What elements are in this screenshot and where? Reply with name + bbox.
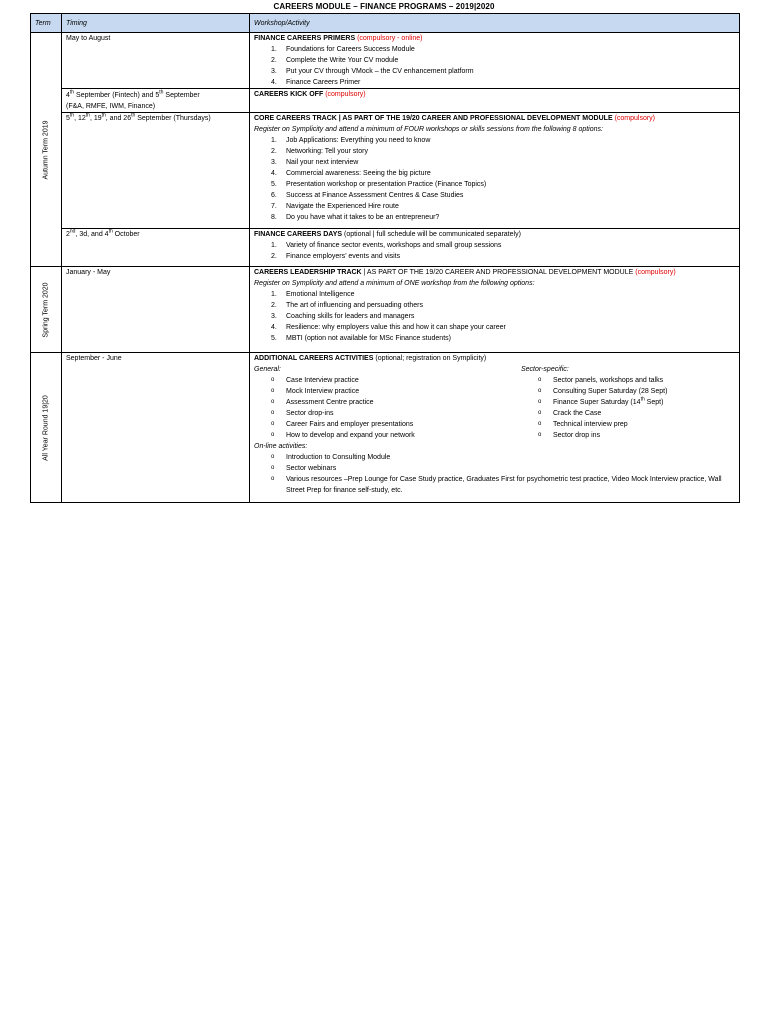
numbered-list xyxy=(254,289,735,344)
list-item: o Sector drop-ins xyxy=(271,410,334,417)
list-item: 1. Variety of finance sector events, workshops and small group sessions xyxy=(271,242,502,249)
timing-cell: 4th September (Fintech) and 5th September (F&A, RMFE, IWM, Finance) xyxy=(62,89,250,113)
list-item: o Case Interview practice xyxy=(271,377,359,384)
section-note: (compulsory - online) xyxy=(357,35,423,42)
header-term: Term xyxy=(31,14,62,33)
header-timing: Timing xyxy=(62,14,250,33)
term-label-allyear: All Year Round 19|20 xyxy=(42,394,50,461)
list-item: 2. Finance employers’ events and visits xyxy=(271,253,401,260)
workshop-cell xyxy=(250,267,740,353)
list-item: o Crack the Case xyxy=(538,410,602,417)
list-item: 5. Presentation workshop or presentation Practice (Finance Topics) xyxy=(271,181,487,188)
list-item: o Various resources –Prep Lounge for Case Study practice, Graduates First for psychometric test practice, Video Mock Interview practice, Wall Street Prep for finance self-study, etc. xyxy=(271,476,722,494)
term-cell-spring xyxy=(31,267,62,353)
schedule-table xyxy=(30,13,740,503)
section-intro: Register on Symplicity and attend a minimum of FOUR workshops or skills sessions from the following 8 options: xyxy=(254,126,603,133)
term-label-autumn: Autumn Term 2019 xyxy=(42,119,50,180)
timing-cell: 5th, 12th, 19th, and 26th September (Thursdays) xyxy=(62,113,250,229)
document-title: CAREERS MODULE – FINANCE PROGRAMS – 2019|2020 xyxy=(273,2,495,11)
section-heading: ADDITIONAL CAREERS ACTIVITIES xyxy=(254,355,374,362)
list-item: o Sector panels, workshops and talks xyxy=(538,377,664,384)
list-item: 4. Commercial awareness: Seeing the big picture xyxy=(271,170,431,177)
table-row xyxy=(31,33,740,89)
list-item: 6. Success at Finance Assessment Centres & Case Studies xyxy=(271,192,464,199)
section-note: (compulsory) xyxy=(614,115,656,122)
list-item: o How to develop and expand your network xyxy=(271,432,415,439)
header-row xyxy=(31,14,740,33)
table-row xyxy=(31,267,740,353)
general-label: General: xyxy=(254,366,281,373)
section-note: (compulsory) xyxy=(635,269,676,276)
list-item: o Sector webinars xyxy=(271,465,337,472)
bullet-list xyxy=(254,452,735,496)
section-heading: FINANCE CAREERS DAYS xyxy=(254,231,343,238)
numbered-list xyxy=(254,44,735,88)
bullet-list xyxy=(521,375,735,441)
timing-cell: May to August xyxy=(62,33,250,89)
list-item: o Mock Interview practice xyxy=(271,388,360,395)
term-label-spring: Spring Term 2020 xyxy=(42,281,50,338)
workshop-cell xyxy=(250,113,740,229)
list-item: 1. Emotional Intelligence xyxy=(271,291,355,298)
section-heading: CAREERS KICK OFF xyxy=(254,91,324,98)
section-heading: CORE CAREERS TRACK | AS PART OF THE 19/20 CAREER AND PROFESSIONAL DEVELOPMENT MODULE xyxy=(254,115,613,122)
activities-columns xyxy=(254,364,735,441)
list-item: 3. Nail your next interview xyxy=(271,159,359,166)
bullet-list xyxy=(254,375,521,441)
list-item: o Technical interview prep xyxy=(538,421,628,428)
list-item: 5. MBTI (option not available for MSc Finance students) xyxy=(271,335,451,342)
list-item: 8. Do you have what it takes to be an entrepreneur? xyxy=(271,214,440,221)
workshop-cell xyxy=(250,89,740,113)
numbered-list xyxy=(254,240,735,262)
timing-cell: January - May xyxy=(62,267,250,353)
workshop-cell xyxy=(250,229,740,267)
table-row xyxy=(31,89,740,113)
list-item: o Introduction to Consulting Module xyxy=(271,454,391,461)
workshop-cell xyxy=(250,353,740,503)
table-row xyxy=(31,113,740,229)
list-item: 1. Job Applications: Everything you need to know xyxy=(271,137,431,144)
sector-label: Sector-specific: xyxy=(521,366,569,373)
term-cell-autumn xyxy=(31,33,62,267)
section-heading-rest: | AS PART OF THE 19/20 CAREER AND PROFESSIONAL DEVELOPMENT MODULE xyxy=(361,269,634,276)
section-heading: CAREERS LEADERSHIP TRACK xyxy=(254,269,362,276)
table-row xyxy=(31,353,740,503)
section-heading: FINANCE CAREERS PRIMERS xyxy=(254,35,356,42)
section-note: (compulsory) xyxy=(325,91,366,98)
table-row xyxy=(31,229,740,267)
list-item: o Assessment Centre practice xyxy=(271,399,374,406)
list-item: 1. Foundations for Careers Success Module xyxy=(271,46,415,53)
header-workshop: Workshop/Activity xyxy=(250,14,740,33)
list-item: o Sector drop ins xyxy=(538,432,601,439)
section-intro: Register on Symplicity and attend a minimum of ONE workshop from the following options: xyxy=(254,280,535,287)
list-item: 4. Finance Careers Primer xyxy=(271,79,361,86)
numbered-list xyxy=(254,135,735,223)
list-item: 2. Networking: Tell your story xyxy=(271,148,368,155)
list-item: 3. Coaching skills for leaders and managers xyxy=(271,313,415,320)
list-item: o Finance Super Saturday (14th Sept) xyxy=(538,396,664,406)
timing-cell: September - June xyxy=(62,353,250,503)
sector-column xyxy=(521,364,735,441)
general-column xyxy=(254,364,521,441)
workshop-cell xyxy=(250,33,740,89)
list-item: 2. Complete the Write Your CV module xyxy=(271,57,399,64)
term-cell-allyear xyxy=(31,353,62,503)
list-item: 7. Navigate the Experienced Hire route xyxy=(271,203,399,210)
list-item: o Career Fairs and employer presentations xyxy=(271,421,414,428)
list-item: 2. The art of influencing and persuading others xyxy=(271,302,423,309)
timing-cell: 2nd, 3d, and 4th October xyxy=(62,229,250,267)
online-label: On-line activities: xyxy=(254,443,308,450)
section-note: (optional | full schedule will be communicated separately) xyxy=(344,231,521,238)
list-item: o Consulting Super Saturday (28 Sept) xyxy=(538,388,668,395)
list-item: 3. Put your CV through VMock – the CV enhancement platform xyxy=(271,68,474,75)
list-item: 4. Resilience: why employers value this and how it can shape your career xyxy=(271,324,506,331)
section-note: (optional; registration on Symplicity) xyxy=(375,355,487,362)
